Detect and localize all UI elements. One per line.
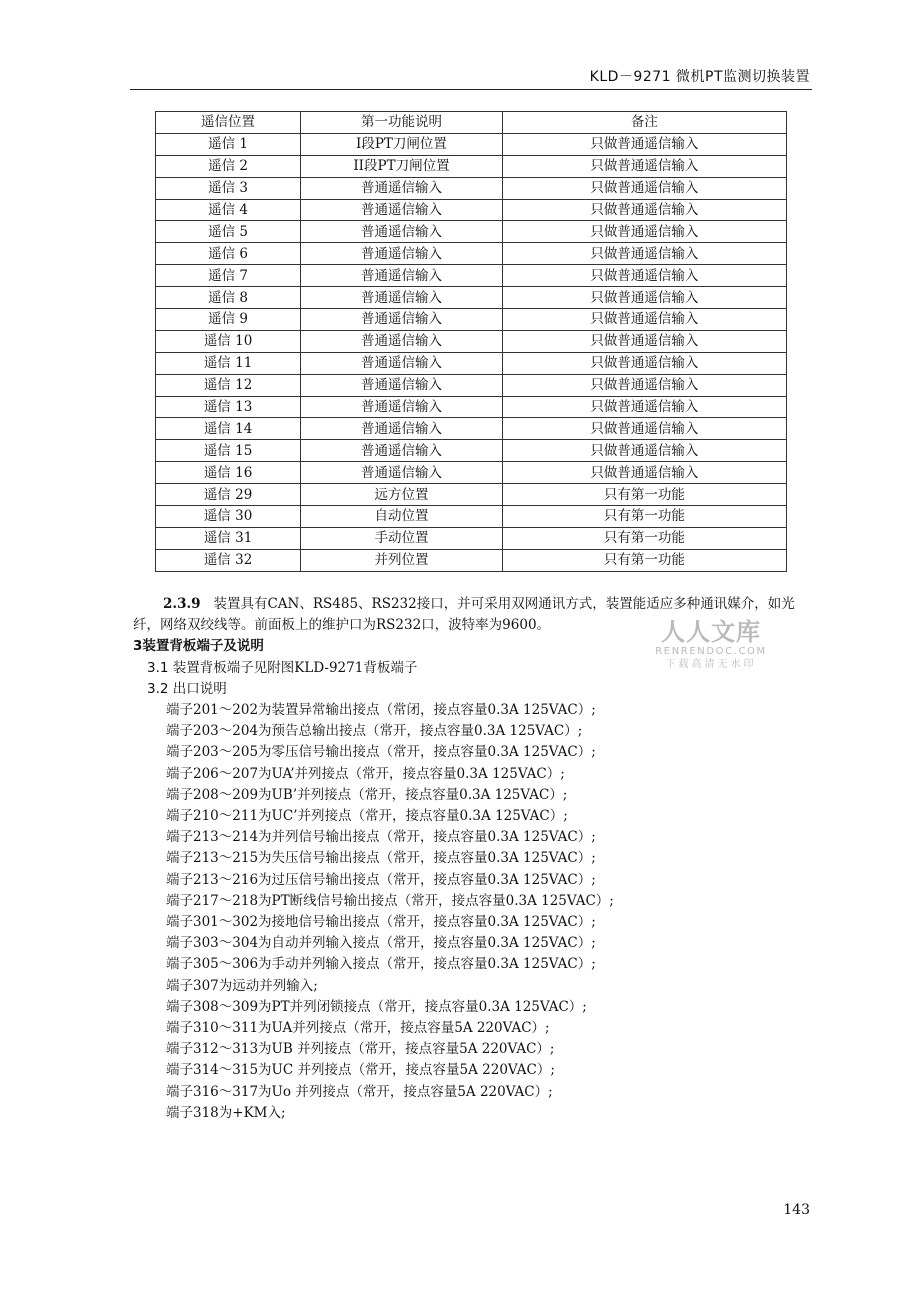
table-cell: 只做普通遥信输入	[502, 309, 786, 331]
terminal-line: 端子213～216为过压信号输出接点（常开，接点容量0.3A 125VAC）;	[166, 871, 596, 888]
table-cell: 普通遥信输入	[301, 462, 503, 484]
table-cell: 普通遥信输入	[301, 374, 503, 396]
table-row	[156, 440, 787, 462]
table-cell: 遥信 6	[156, 243, 301, 265]
table-cell: 只做普通遥信输入	[502, 177, 786, 199]
watermark-logo	[648, 618, 774, 672]
table-row	[156, 265, 787, 287]
watermark-title: 人人文库	[661, 618, 761, 646]
table-cell: 遥信 29	[156, 484, 301, 506]
body-text	[133, 594, 813, 1124]
table-cell: 遥信 31	[156, 527, 301, 549]
terminal-line: 端子217～218为PT断线信号输出接点（常开，接点容量0.3A 125VAC）;	[166, 892, 614, 909]
table-row	[156, 243, 787, 265]
table-cell: 遥信 12	[156, 374, 301, 396]
terminal-line: 端子210～211为UC’并列接点（常开，接点容量0.3A 125VAC）;	[166, 808, 568, 825]
table-header-row	[156, 112, 787, 134]
page-number: 143	[783, 1202, 810, 1218]
table-cell: 远方位置	[301, 484, 503, 506]
table-cell: 只有第一功能	[502, 506, 786, 528]
terminal-line: 端子203～205为零压信号输出接点（常开，接点容量0.3A 125VAC）;	[166, 744, 596, 761]
terminal-line: 端子208～209为UB’并列接点（常开，接点容量0.3A 125VAC）;	[166, 786, 568, 803]
section-text: 装置背板端子见附图KLD-9271背板端子	[172, 659, 418, 676]
table-row	[156, 506, 787, 528]
header-rule	[130, 89, 812, 90]
table-row	[156, 177, 787, 199]
table-row	[156, 374, 787, 396]
table-cell: 普通遥信输入	[301, 330, 503, 352]
table-body	[156, 133, 787, 571]
table-header-cell: 备注	[502, 112, 786, 134]
signal-table	[155, 111, 787, 572]
table-cell: 遥信 32	[156, 549, 301, 571]
table-cell: 普通遥信输入	[301, 265, 503, 287]
table-row	[156, 330, 787, 352]
table-cell: 遥信 5	[156, 221, 301, 243]
section-3-2	[147, 679, 813, 700]
table-cell: 遥信 11	[156, 352, 301, 374]
table-cell: 遥信 16	[156, 462, 301, 484]
table-cell: 遥信 30	[156, 506, 301, 528]
table-row	[156, 549, 787, 571]
terminal-line: 端子201～202为装置异常输出接点（常闭，接点容量0.3A 125VAC）;	[166, 702, 596, 719]
terminal-line: 端子213～214为并列信号输出接点（常开，接点容量0.3A 125VAC）;	[166, 829, 596, 846]
table-cell: 普通遥信输入	[301, 287, 503, 309]
table-cell: 遥信 14	[156, 418, 301, 440]
table-cell: 普通遥信输入	[301, 418, 503, 440]
terminal-line: 端子303～304为自动并列输入接点（常开，接点容量0.3A 125VAC）;	[166, 935, 596, 952]
terminal-line: 端子307为远动并列输入;	[166, 977, 318, 994]
table-cell: 普通遥信输入	[301, 352, 503, 374]
table-cell: 普通遥信输入	[301, 243, 503, 265]
table-cell: 遥信 15	[156, 440, 301, 462]
terminal-line: 端子316～317为Uo 并列接点（常开，接点容量5A 220VAC）;	[166, 1083, 553, 1100]
terminal-line: 端子312～313为UB 并列接点（常开，接点容量5A 220VAC）;	[166, 1041, 555, 1058]
table-header-cell: 遥信位置	[156, 112, 301, 134]
table-cell: 普通遥信输入	[301, 221, 503, 243]
terminal-line: 端子305～306为手动并列输入接点（常开，接点容量0.3A 125VAC）;	[166, 956, 596, 973]
table-cell: 只做普通遥信输入	[502, 418, 786, 440]
table-row	[156, 155, 787, 177]
table-cell: 只有第一功能	[502, 527, 786, 549]
terminal-line: 端子314～315为UC 并列接点（常开，接点容量5A 220VAC）;	[166, 1062, 555, 1079]
section-number: 2.3.9	[163, 596, 201, 612]
terminal-line: 端子308～309为PT并列闭锁接点（常开，接点容量0.3A 125VAC）;	[166, 998, 587, 1015]
table-cell: 只做普通遥信输入	[502, 396, 786, 418]
table-cell: 只做普通遥信输入	[502, 243, 786, 265]
table-cell: 只有第一功能	[502, 484, 786, 506]
terminal-line: 端子206～207为UA’并列接点（常开，接点容量0.3A 125VAC）;	[166, 765, 565, 782]
table-cell: 遥信 10	[156, 330, 301, 352]
table-cell: 遥信 3	[156, 177, 301, 199]
terminal-line: 端子203～204为预告总输出接点（常开，接点容量0.3A 125VAC）;	[166, 723, 583, 740]
table-row	[156, 462, 787, 484]
table-row	[156, 527, 787, 549]
table-cell: 只做普通遥信输入	[502, 352, 786, 374]
table-cell: 只做普通遥信输入	[502, 330, 786, 352]
table-cell: 普通遥信输入	[301, 177, 503, 199]
table-cell: 遥信 13	[156, 396, 301, 418]
table-cell: II段PT刀闸位置	[301, 155, 503, 177]
table-cell: 手动位置	[301, 527, 503, 549]
table-row	[156, 418, 787, 440]
watermark-slogan: 下载高清无水印	[665, 659, 757, 670]
table-cell: 并列位置	[301, 549, 503, 571]
table-cell: 只做普通遥信输入	[502, 133, 786, 155]
terminal-list	[133, 700, 813, 1124]
paragraph-text: 装置具有CAN、RS485、RS232接口，并可采用双网通讯方式，装置能适应多种通讯媒介，如光纤，网络双绞线等。前面板上的维护口为RS232口，波特率为9600。	[133, 596, 795, 634]
section-3-heading: 3装置背板端子及说明	[133, 638, 264, 655]
terminal-line: 端子213～215为失压信号输出接点（常开，接点容量0.3A 125VAC）;	[166, 850, 596, 867]
table-row	[156, 309, 787, 331]
table-header-cell: 第一功能说明	[301, 112, 503, 134]
table-row	[156, 352, 787, 374]
table-cell: 自动位置	[301, 506, 503, 528]
terminal-line: 端子310～311为UA并列接点（常开，接点容量5A 220VAC）;	[166, 1020, 550, 1037]
table-cell: 只做普通遥信输入	[502, 462, 786, 484]
table-cell: 普通遥信输入	[301, 309, 503, 331]
page-header-title: KLD－9271 微机PT监测切换装置	[589, 69, 810, 85]
table-row	[156, 199, 787, 221]
table-cell: 普通遥信输入	[301, 199, 503, 221]
table-cell: 只有第一功能	[502, 549, 786, 571]
section-number: 3.1	[147, 659, 169, 676]
table-row	[156, 221, 787, 243]
terminal-line: 端子301～302为接地信号输出接点（常开，接点容量0.3A 125VAC）;	[166, 914, 596, 931]
table-cell: 只做普通遥信输入	[502, 440, 786, 462]
table-cell: 只做普通遥信输入	[502, 374, 786, 396]
table-row	[156, 133, 787, 155]
table-cell: 遥信 8	[156, 287, 301, 309]
table-cell: 只做普通遥信输入	[502, 287, 786, 309]
table-cell: 遥信 7	[156, 265, 301, 287]
table-cell: 只做普通遥信输入	[502, 221, 786, 243]
table-cell: I段PT刀闸位置	[301, 133, 503, 155]
table-row	[156, 396, 787, 418]
table-cell: 遥信 1	[156, 133, 301, 155]
table-cell: 遥信 4	[156, 199, 301, 221]
table-row	[156, 484, 787, 506]
table-row	[156, 287, 787, 309]
table-cell: 遥信 2	[156, 155, 301, 177]
table-cell: 只做普通遥信输入	[502, 199, 786, 221]
watermark-domain: RENRENDOC.COM	[655, 646, 767, 657]
table-cell: 遥信 9	[156, 309, 301, 331]
table-cell: 普通遥信输入	[301, 440, 503, 462]
table-cell: 普通遥信输入	[301, 396, 503, 418]
section-number: 3.2	[147, 680, 169, 697]
terminal-line: 端子318为+KM入;	[166, 1104, 286, 1121]
section-text: 出口说明	[172, 680, 227, 697]
table-cell: 只做普通遥信输入	[502, 265, 786, 287]
table-cell: 只做普通遥信输入	[502, 155, 786, 177]
